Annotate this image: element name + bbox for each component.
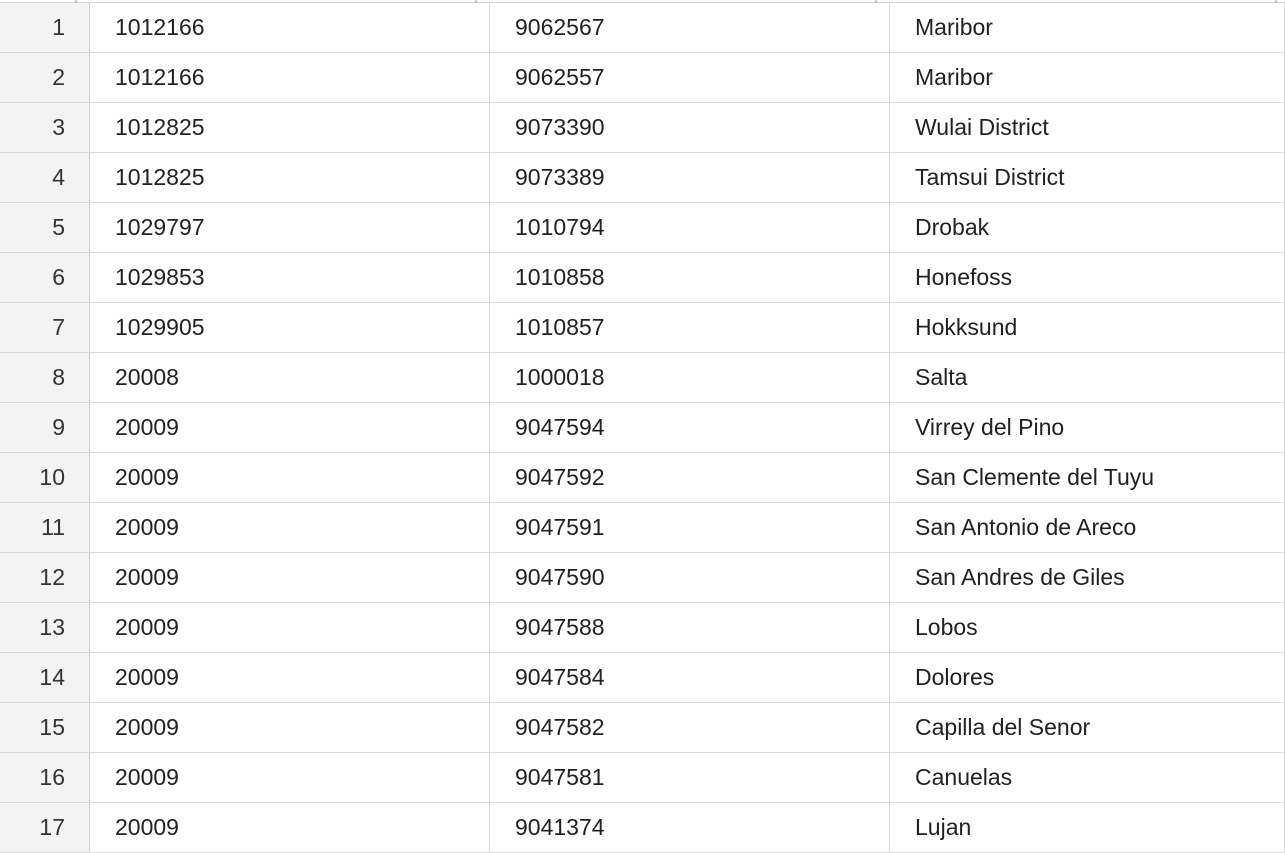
cell-col-3[interactable]: San Clemente del Tuyu	[890, 453, 1285, 502]
column-resize-handle[interactable]: ˅	[473, 0, 479, 6]
row-number[interactable]: 6	[0, 253, 90, 302]
table-row	[0, 303, 1285, 353]
row-number[interactable]: 16	[0, 753, 90, 802]
table-row	[0, 153, 1285, 203]
table-row	[0, 3, 1285, 53]
cell-col-1[interactable]: 20009	[90, 403, 490, 452]
table-row	[0, 753, 1285, 803]
table-row	[0, 253, 1285, 303]
column-resize-handle[interactable]: ˅	[873, 0, 879, 6]
cell-col-1[interactable]: 1029905	[90, 303, 490, 352]
table-row	[0, 603, 1285, 653]
cell-col-2[interactable]: 9062557	[490, 53, 890, 102]
cell-col-2[interactable]: 9047590	[490, 553, 890, 602]
row-number[interactable]: 3	[0, 103, 90, 152]
row-number[interactable]: 10	[0, 453, 90, 502]
cell-col-1[interactable]: 1012166	[90, 53, 490, 102]
cell-col-2[interactable]: 9047581	[490, 753, 890, 802]
table-row	[0, 203, 1285, 253]
cell-col-3[interactable]: Dolores	[890, 653, 1285, 702]
cell-col-2[interactable]: 9047592	[490, 453, 890, 502]
cell-col-3[interactable]: Maribor	[890, 53, 1285, 102]
cell-col-3[interactable]: Honefoss	[890, 253, 1285, 302]
table-row	[0, 803, 1285, 853]
cell-col-2[interactable]: 1010857	[490, 303, 890, 352]
row-number[interactable]: 7	[0, 303, 90, 352]
cell-col-3[interactable]: San Andres de Giles	[890, 553, 1285, 602]
column-resize-handle[interactable]: ˅	[1273, 0, 1279, 6]
cell-col-3[interactable]: Lujan	[890, 803, 1285, 852]
cell-col-3[interactable]: Tamsui District	[890, 153, 1285, 202]
cell-col-1[interactable]: 1012166	[90, 3, 490, 52]
table-row	[0, 653, 1285, 703]
cell-col-3[interactable]: Drobak	[890, 203, 1285, 252]
table-row	[0, 353, 1285, 403]
cell-col-3[interactable]: Virrey del Pino	[890, 403, 1285, 452]
table-row	[0, 453, 1285, 503]
cell-col-1[interactable]: 20009	[90, 753, 490, 802]
row-number[interactable]: 2	[0, 53, 90, 102]
cell-col-2[interactable]: 9047584	[490, 653, 890, 702]
cell-col-2[interactable]: 9047594	[490, 403, 890, 452]
cell-col-1[interactable]: 20008	[90, 353, 490, 402]
row-number[interactable]: 4	[0, 153, 90, 202]
cell-col-1[interactable]: 1029797	[90, 203, 490, 252]
table-row	[0, 103, 1285, 153]
table-row	[0, 403, 1285, 453]
row-number[interactable]: 14	[0, 653, 90, 702]
cell-col-1[interactable]: 20009	[90, 653, 490, 702]
row-number[interactable]: 1	[0, 3, 90, 52]
cell-col-1[interactable]: 1012825	[90, 103, 490, 152]
row-number[interactable]: 17	[0, 803, 90, 852]
cell-col-1[interactable]: 1012825	[90, 153, 490, 202]
table-row	[0, 53, 1285, 103]
cell-col-2[interactable]: 9062567	[490, 3, 890, 52]
row-number[interactable]: 15	[0, 703, 90, 752]
cell-col-2[interactable]: 1000018	[490, 353, 890, 402]
cell-col-2[interactable]: 9047591	[490, 503, 890, 552]
cell-col-2[interactable]: 9047588	[490, 603, 890, 652]
table-row	[0, 553, 1285, 603]
cell-col-2[interactable]: 1010858	[490, 253, 890, 302]
table-row	[0, 703, 1285, 753]
row-number[interactable]: 9	[0, 403, 90, 452]
row-number[interactable]: 11	[0, 503, 90, 552]
data-table	[0, 3, 1285, 853]
cell-col-1[interactable]: 20009	[90, 703, 490, 752]
cell-col-1[interactable]: 20009	[90, 503, 490, 552]
cell-col-2[interactable]: 9041374	[490, 803, 890, 852]
row-number[interactable]: 12	[0, 553, 90, 602]
cell-col-3[interactable]: Capilla del Senor	[890, 703, 1285, 752]
cell-col-3[interactable]: Maribor	[890, 3, 1285, 52]
cell-col-2[interactable]: 9073389	[490, 153, 890, 202]
cell-col-3[interactable]: Wulai District	[890, 103, 1285, 152]
row-number[interactable]: 5	[0, 203, 90, 252]
row-number[interactable]: 13	[0, 603, 90, 652]
cell-col-3[interactable]: Lobos	[890, 603, 1285, 652]
table-row	[0, 503, 1285, 553]
cell-col-1[interactable]: 1029853	[90, 253, 490, 302]
cell-col-3[interactable]: San Antonio de Areco	[890, 503, 1285, 552]
cell-col-2[interactable]: 9073390	[490, 103, 890, 152]
cell-col-1[interactable]: 20009	[90, 453, 490, 502]
cell-col-3[interactable]: Hokksund	[890, 303, 1285, 352]
row-number[interactable]: 8	[0, 353, 90, 402]
cell-col-2[interactable]: 1010794	[490, 203, 890, 252]
cell-col-1[interactable]: 20009	[90, 803, 490, 852]
cell-col-1[interactable]: 20009	[90, 553, 490, 602]
cell-col-2[interactable]: 9047582	[490, 703, 890, 752]
cell-col-3[interactable]: Canuelas	[890, 753, 1285, 802]
cell-col-3[interactable]: Salta	[890, 353, 1285, 402]
cell-col-1[interactable]: 20009	[90, 603, 490, 652]
